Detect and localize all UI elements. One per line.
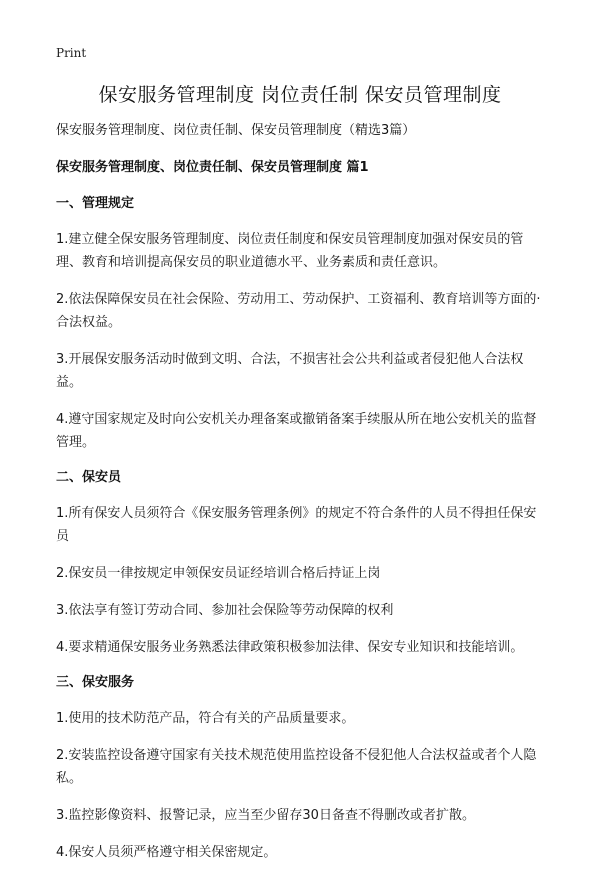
- document-body: [56, 121, 546, 878]
- section-management-rules: [56, 194, 546, 454]
- list-item: 1.建立健全保安服务管理制度、岗位责任制度和保安员管理制度加强对保安员的管理、教育和培训提高保安员的职业道德水平、业务素质和责任意识。: [56, 232, 524, 270]
- part-title: 保安服务管理制度、岗位责任制、保安员管理制度 篇1: [56, 160, 369, 175]
- document-subtitle: 保安服务管理制度、岗位责任制、保安员管理制度（精选3篇）: [56, 123, 416, 138]
- list-item: 3.监控影像资料、报警记录，应当至少留存30日备查不得删改或者扩散。: [56, 808, 475, 823]
- list-item: 4.保安人员须严格遵守相关保密规定。: [56, 845, 277, 860]
- list-item: 2.保安员一律按规定申领保安员证经培训合格后持证上岗: [56, 566, 381, 581]
- section-heading: 三、保安服务: [56, 675, 135, 690]
- section-security-staff: [56, 468, 546, 659]
- document-title: 保安服务管理制度 岗位责任制 保安员管理制度: [98, 84, 502, 106]
- section-security-service: [56, 673, 546, 864]
- list-item: 3.依法享有签订劳动合同、参加社会保险等劳动保障的权利: [56, 603, 394, 618]
- list-item: 1.使用的技术防范产品，符合有关的产品质量要求。: [56, 711, 355, 726]
- list-item: 4.要求精通保安服务业务熟悉法律政策积极参加法律、保安专业知识和技能培训。: [56, 640, 524, 655]
- section-heading: 一、管理规定: [56, 196, 135, 211]
- print-label: Print: [56, 46, 87, 60]
- list-item: 2.依法保障保安员在社会保险、劳动用工、劳动保护、工资福利、教育培训等方面的·合法权益。: [56, 292, 541, 330]
- list-item: 3.开展保安服务活动时做到文明、合法，不损害社会公共利益或者侵犯他人合法权益。: [56, 352, 524, 390]
- list-item: 1.所有保安人员须符合《保安服务管理条例》的规定不符合条件的人员不得担任保安员: [56, 506, 537, 544]
- section-heading: 二、保安员: [56, 470, 122, 485]
- list-item: 4.遵守国家规定及时向公安机关办理备案或撤销备案手续服从所在地公安机关的监督管理。: [56, 412, 537, 450]
- list-item: 2.安装监控设备遵守国家有关技术规范使用监控设备不侵犯他人合法权益或者个人隐私。: [56, 748, 537, 786]
